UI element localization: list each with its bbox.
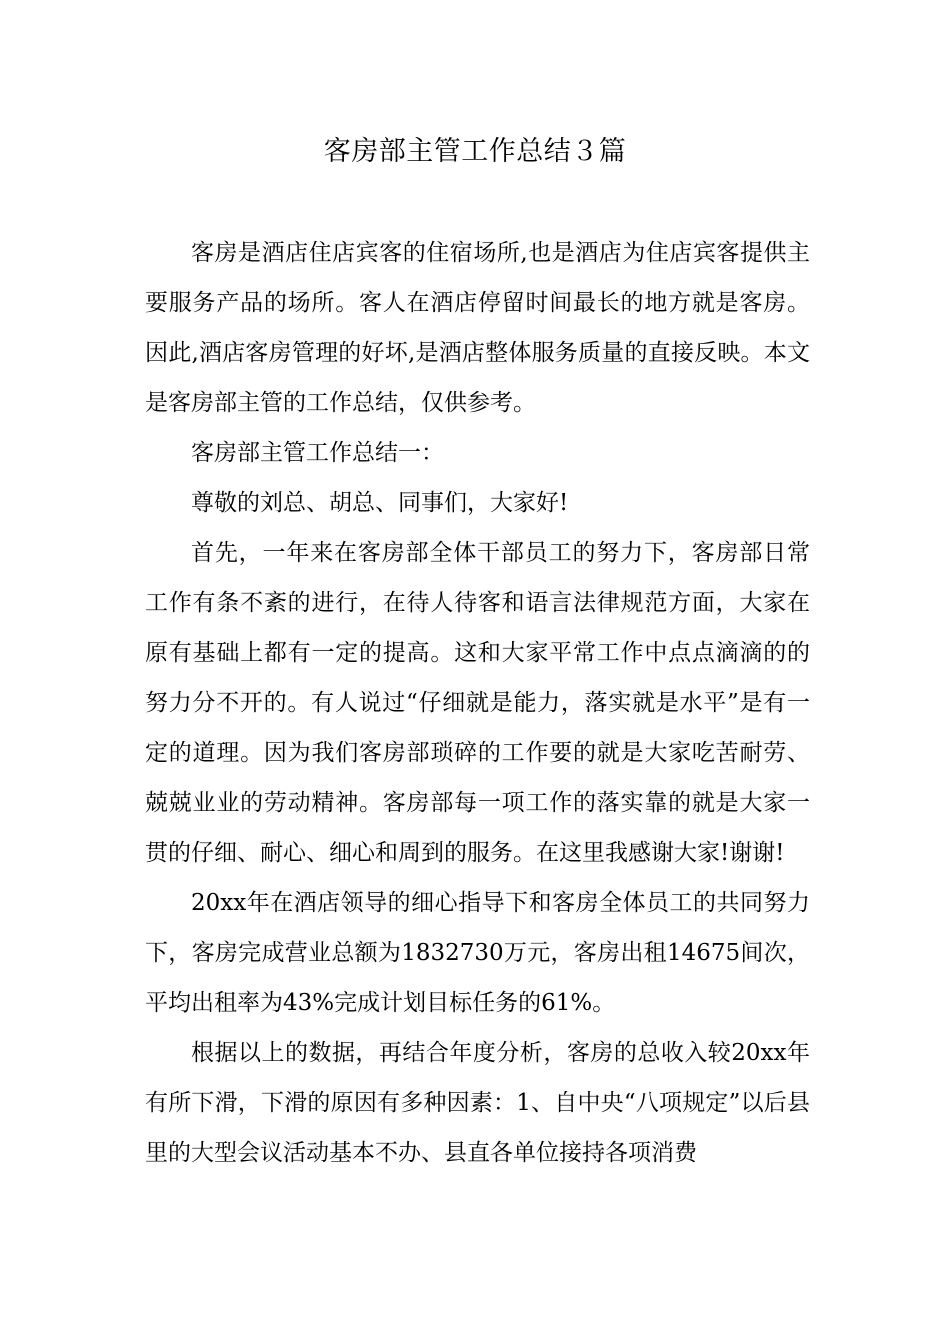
- paragraph-analysis: 根据以上的数据，再结合年度分析，客房的总收入较20xx年有所下滑，下滑的原因有多种因素：1、自中央“八项规定”以后县里的大型会议活动基本不办、县直各单位接持各项消费: [145, 1040, 810, 1166]
- document-body: [145, 228, 810, 1178]
- paragraph-salutation: 尊敬的刘总、胡总、同事们，大家好!: [191, 490, 569, 516]
- document-title: 客房部主管工作总结３篇: [323, 136, 627, 167]
- paragraph-intro: 客房是酒店住店宾客的住宿场所,也是酒店为住店宾客提供主要服务产品的场所。客人在酒店停留时间最长的地方就是客房。因此,酒店客房管理的好坏,是酒店整体服务质量的直接反映。本文是客房部主管的工作总结，仅供参考。: [145, 240, 810, 416]
- paragraph-thanks: 首先，一年来在客房部全体干部员工的努力下，客房部日常工作有条不紊的进行，在待人待客和语言法律规范方面，大家在原有基础上都有一定的提高。这和大家平常工作中点点滴滴的的努力分不开的。有人说过“仔细就是能力，落实就是水平”是有一定的道理。因为我们客房部琐碎的工作要的就是大家吃苦耐劳、兢兢业业的劳动精神。客房部每一项工作的落实靠的就是大家一贯的仔细、耐心、细心和周到的服务。在这里我感谢大家!谢谢!: [145, 540, 810, 866]
- paragraph-revenue: 20xx年在酒店领导的细心指导下和客房全体员工的共同努力下，客房完成营业总额为1832730万元，客房出租14675间次，平均出租率为43%完成计划目标任务的61%。: [145, 890, 810, 1016]
- paragraph-section-heading: 客房部主管工作总结一：: [191, 440, 444, 466]
